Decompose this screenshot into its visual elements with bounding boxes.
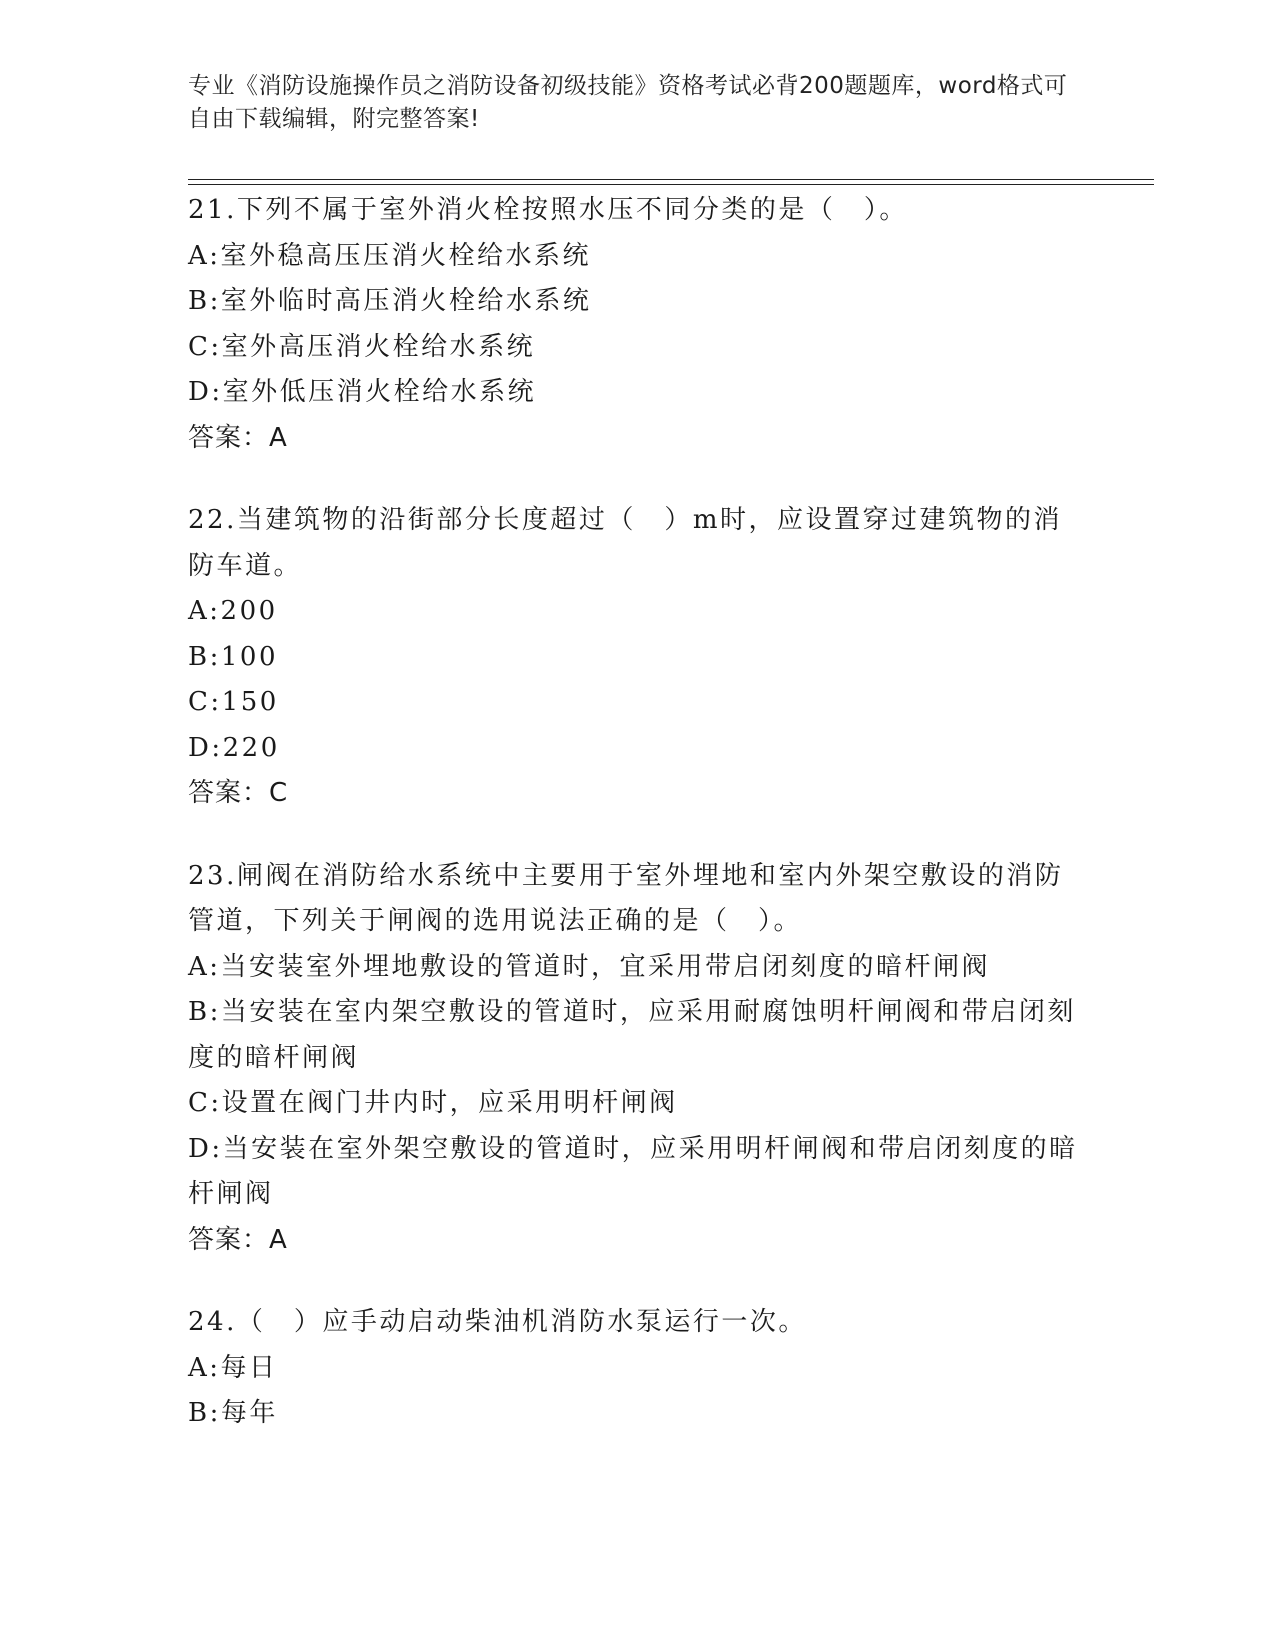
option-b: B:当安装在室内架空敷设的管道时，应采用耐腐蚀明杆闸阀和带启闭刻度的暗杆闸阀 — [188, 997, 1076, 1073]
question-list — [188, 188, 1088, 1474]
question-item — [188, 188, 1088, 461]
option-b: B:室外临时高压消火栓给水系统 — [188, 286, 592, 316]
answer-text: 答案：A — [188, 422, 288, 453]
option-a: A:室外稳高压压消火栓给水系统 — [188, 240, 592, 271]
question-item — [188, 854, 1088, 1264]
option-d: D:室外低压消火栓给水系统 — [188, 377, 537, 407]
question-stem: 23.闸阀在消防给水系统中主要用于室外埋地和室内外架空敷设的消防管道，下列关于闸阀的选用说法正确的是（ ）。 — [188, 860, 1064, 936]
option-a: A:当安装室外埋地敷设的管道时，宜采用带启闭刻度的暗杆闸阀 — [188, 951, 991, 982]
option-a: A:200 — [188, 596, 278, 626]
question-stem: 22.当建筑物的沿街部分长度超过（ ）m时，应设置穿过建筑物的消防车道。 — [188, 505, 1063, 581]
divider-line — [188, 184, 1154, 185]
answer-text: 答案：C — [188, 778, 289, 808]
option-c: C:150 — [188, 687, 279, 717]
answer-text: 答案：A — [188, 1224, 288, 1255]
option-d: D:220 — [188, 732, 280, 763]
question-item — [188, 498, 1088, 817]
question-stem: 21.下列不属于室外消火栓按照水压不同分类的是（ ）。 — [188, 195, 908, 225]
option-a: A:每日 — [188, 1352, 278, 1383]
option-c: C:室外高压消火栓给水系统 — [188, 331, 536, 362]
document-intro: 专业《消防设施操作员之消防设备初级技能》资格考试必背200题题库，word格式可自由下载编辑，附完整答案! — [188, 73, 1068, 132]
option-d: D:当安装在室外架空敷设的管道时，应采用明杆闸阀和带启闭刻度的暗杆闸阀 — [188, 1133, 1078, 1209]
option-b: B:每年 — [188, 1398, 278, 1428]
option-b: B:100 — [188, 641, 278, 672]
question-stem: 24.（ ）应手动启动柴油机消防水泵运行一次。 — [188, 1307, 807, 1337]
divider-line — [188, 179, 1154, 180]
option-c: C:设置在阀门井内时，应采用明杆闸阀 — [188, 1088, 678, 1118]
question-item — [188, 1300, 1088, 1437]
